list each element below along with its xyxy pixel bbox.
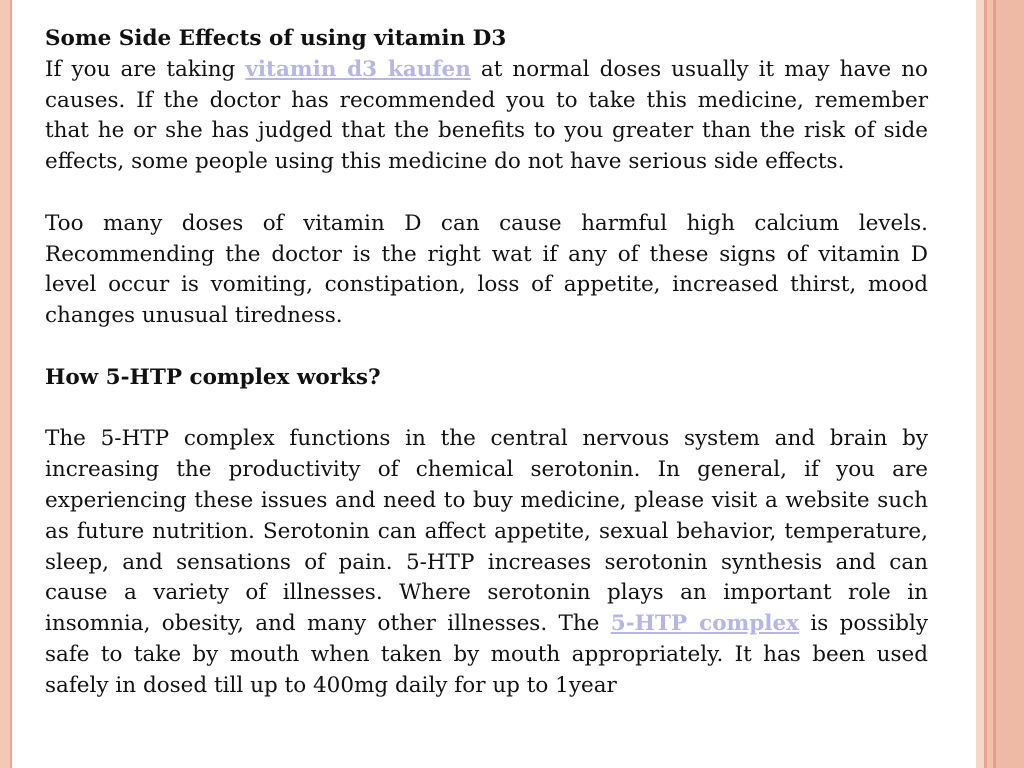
text-segment: The 5-HTP complex functions in the central nervous system and brain by increasing the productivity of chemical serotonin. In general, if you are experiencing these issues and need to buy medicine, please visit a website such as future nutrition. Serotonin can affect appetite, sexual behavior, temperature, sleep, and sensations of pain. 5-HTP increases serotonin synthesis and can cause a variety of illnesses. Where serotonin plays an important role in insomnia, obesity, and many other illnesses. The: [45, 426, 928, 637]
vitamin-d3-kaufen-link[interactable]: vitamin d3 kaufen: [245, 56, 471, 82]
left-decorative-line: [10, 0, 12, 768]
5-htp-complex-link[interactable]: 5-HTP complex: [610, 611, 799, 637]
text-segment: If you are taking: [45, 56, 246, 82]
section-heading-5-htp: How 5-HTP complex works?: [45, 364, 381, 390]
text-segment: is possibly safe to take by mouth when taken by mouth appropriately. It has been used safely in dosed till up to 400mg daily for up to 1year: [45, 611, 928, 698]
text-segment: at normal doses usually it may have no causes. If the doctor has recommended you to take this medicine, remember that he or she has judged that the benefits to you greater than the risk of side effects, some people using this medicine do not have serious side effects.: [45, 56, 928, 175]
paragraph-vitamin-d-overdose: Too many doses of vitamin D can cause harmful high calcium levels. Recommending the doctor is the right wat if any of these signs of vitamin D level occur is vomiting, constipation, loss of appetite, increased thirst, mood changes unusual tiredness.: [45, 210, 928, 329]
paragraph-5-htp: [45, 424, 928, 701]
section-heading-vitamin-d3: Some Side Effects of using vitamin D3: [45, 26, 507, 51]
stripe: [996, 0, 1024, 768]
slide-content: [45, 24, 928, 702]
paragraph-vitamin-d3-intro: [45, 55, 928, 178]
spacer: [45, 394, 928, 425]
spacer: [45, 178, 928, 209]
right-decorative-stripes: [976, 0, 1024, 768]
stripe: [976, 0, 984, 768]
spacer: [45, 332, 928, 363]
